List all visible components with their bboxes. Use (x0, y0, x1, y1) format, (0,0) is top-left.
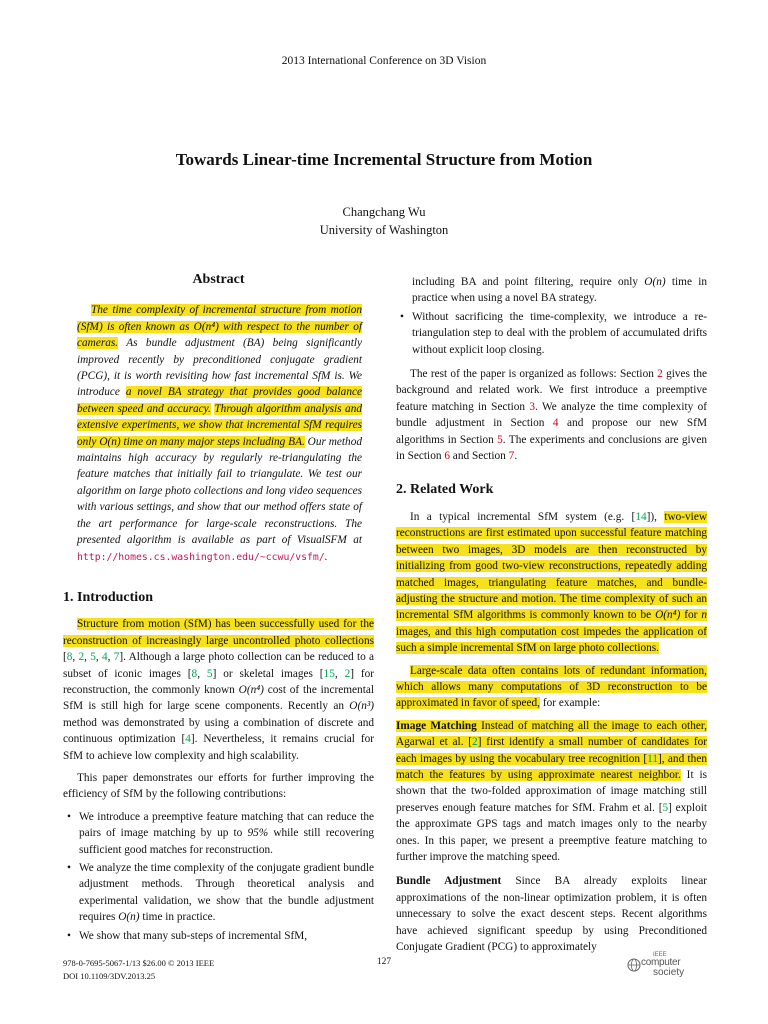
math-expression: O(n⁴) (238, 683, 264, 696)
math-expression: O(n) (644, 276, 666, 288)
contributions-list (63, 809, 374, 944)
introduction-heading: 1. Introduction (63, 589, 153, 605)
section-link[interactable]: 6 (444, 450, 450, 463)
list-item: • We analyze the time complexity of the conjugate gradient bundle adjustment methods. Through theoretical analysis and experimental validation, we show that the bundle adjustment requires O(n) time in practice. (79, 860, 374, 926)
highlight: Large-scale data often contains lots of redundant information, which allows many computations of 3D reconstruction to be approximated in favor of speed, (396, 664, 707, 710)
math-expression: n (701, 609, 707, 622)
image-matching-heading: Image Matching (396, 719, 477, 732)
citation-link[interactable]: 2 (472, 736, 478, 749)
logo-society-text: society (653, 967, 685, 978)
visualsfm-url-link[interactable]: http://homes.cs.washington.edu/~ccwu/vsfm/ (77, 551, 325, 563)
highlight: Through algorithm analysis and extensive experiments, we show that incremental SfM requires only O(n) time on many major steps including BA. (77, 402, 363, 448)
globe-icon (627, 958, 641, 972)
author-block (0, 203, 768, 239)
math-expression: O(n) (118, 911, 140, 924)
intro-paragraph-1: Structure from motion (SfM) has been successfully used for the reconstruction of increasingly large uncontrolled photo collections [8, 2, 5, 4, 7]. Although a large photo collection can be reduced to a subset of iconic images [8, 5] or skeletal images [15, 2] for reconstruction, the commonly known O(n⁴) cost of the incremental SfM is still high for large scene components. Recently an O(n³) method was demonstrated by using a combination of discrete and continuous optimization [4]. Nevertheless, it remains crucial for SfM to achieve low complexity and high scalability. (63, 618, 375, 762)
logo-computer-text: computer (641, 957, 681, 968)
paper-title: Towards Linear-time Incremental Structure from Motion (175, 150, 593, 169)
page-number: 127 (376, 957, 392, 967)
highlight: two-view reconstructions are first estimated upon successful feature matching between two images, 3D models are then reconstructed by initializing from good two-view reconstructions, repeatedly adding matched images, triangulating feature matches, and bundle-adjusting the structure and motion. The time complexity of such an incremental SfM algorithms is commonly known to be O(n⁴) for n images, and this high computation cost impedes the application of such a simple incremental SfM on large photo collections. (396, 510, 707, 655)
author-affiliation: University of Washington (319, 223, 449, 237)
footer-doi: DOI 10.1109/3DV.2013.25 (63, 971, 156, 981)
list-item: including BA and point filtering, require only O(n) time in practice when using a novel BA strategy. (412, 276, 707, 305)
citation-link[interactable]: 7 (113, 651, 120, 664)
citation-link[interactable]: 5 (90, 651, 96, 664)
citation-link[interactable]: 8 (66, 651, 73, 664)
abstract-text: The time complexity of incremental structure from motion (SfM) is often known as O(n⁴) with respect to the number of cameras. As bundle adjustment (BA) being significantly improved recently by preconditioned conjugate gradient (PCG), it is worth revisiting how fast incremental SfM is. We introduce a novel BA strategy that provides good balance between speed and accuracy. Through algorithm analysis and extensive experiments, we show that incremental SfM requires only O(n) time on many major steps including BA. Our method maintains high accuracy by regularly re-triangulating the feature matches that initially fail to triangulate. We test our algorithm on large photo collections and long video sequences with various settings, and show that our method offers state of the art performance for large-scale reconstructions. The presented algorithm is available as part of VisualSFM at http://homes.cs.washington.edu/~ccwu/vsfm/. (77, 304, 363, 563)
citation-link[interactable]: 5 (662, 801, 669, 814)
section-link[interactable]: 4 (552, 417, 559, 430)
left-column (63, 272, 374, 952)
section-link[interactable]: 5 (497, 433, 503, 446)
math-expression: 95% (247, 827, 269, 840)
list-item: • Without sacrificing the time-complexity, we introduce a re-triangulation step to deal with the problem of accumulated drifts without explicit loop closing. (412, 309, 707, 358)
math-expression: O(n³) (349, 700, 374, 713)
abstract-heading: Abstract (192, 272, 245, 287)
bundle-adjustment-paragraph: Bundle Adjustment Since BA already exploits linear approximations of the non-linear optimization problem, it is often unnecessary to solve the exact descent steps. Recent algorithms have achieved significant speedup by using Preconditioned Conjugate Gradient (PCG) to approximately (396, 875, 707, 954)
footer-isbn: 978-0-7695-5067-1/13 $26.00 © 2013 IEEE (63, 958, 215, 968)
right-column (396, 274, 707, 961)
contributions-list-cont (396, 274, 707, 358)
citation-link[interactable]: 8 (191, 667, 198, 680)
citation-link[interactable]: 4 (101, 651, 108, 664)
highlight: Structure from motion (SfM) has been successfully used for the reconstruction of increasingly large uncontrolled photo collections (63, 618, 374, 647)
related-paragraph-1: In a typical incremental SfM system (e.g. [14]), two-view reconstructions are first estimated upon successful feature matching between two images, 3D models are then reconstructed by initializing from good two-view reconstructions, repeatedly adding matched images, triangulating feature matches, and bundle-adjusting the structure and motion. The time complexity of such an incremental SfM algorithms is commonly known to be O(n⁴) for n images, and this high computation cost impedes the application of such a simple incremental SfM on large photo collections. (396, 510, 707, 655)
highlight: a novel BA strategy that provides good balance between speed and accuracy. (77, 386, 362, 415)
math-expression: O(n) (99, 435, 121, 448)
citation-link[interactable]: 11 (647, 752, 659, 765)
section-link[interactable]: 2 (657, 368, 663, 381)
citation-link[interactable]: 14 (635, 510, 647, 523)
conference-header: 2013 International Conference on 3D Vision (281, 55, 487, 67)
section-link[interactable]: 7 (508, 450, 515, 463)
logo-ieee-text: IEEE (653, 952, 667, 958)
math-expression: O(n⁴) (193, 320, 219, 333)
outline-paragraph: The rest of the paper is organized as follows: Section 2 gives the background and related work. We first introduce a preemptive feature matching in Section 3. We analyze the time complexity of bundle adjustment in Section 4 and propose our new SfM algorithms in Section 5. The experiments and conclusions are given in Section 6 and Section 7. (396, 368, 707, 463)
related-paragraph-2: Large-scale data often contains lots of redundant information, which allows many computations of 3D reconstruction to be approximated in favor of speed, for example: (396, 664, 707, 710)
citation-link[interactable]: 4 (185, 733, 191, 746)
image-matching-paragraph: Image Matching Instead of matching all the image to each other, Agarwal et al. [2] first identify a small number of candidates for each images by using the vocabulary tree recognition [11], and then match the features by using approximate nearest neighbor. It is shown that the two-folded approximation of image matching still preserves enough feature matches for SfM. Frahm et al. [5] exploit the approximate GPS tags and match images only to the nearby ones. In this paper, we present a preemptive feature matching to further improve the matching speed. (396, 719, 707, 863)
section-link[interactable]: 3 (529, 400, 536, 413)
highlight: The time complexity of incremental structure from motion (SfM) is often known as O(n⁴) with respect to the number of cameras. (77, 304, 362, 350)
author-name: Changchang Wu (342, 205, 426, 219)
math-expression: O(n⁴) (655, 609, 681, 622)
bundle-adjustment-heading: Bundle Adjustment (396, 875, 502, 888)
ieee-computer-society-logo (627, 952, 707, 980)
highlight: Image Matching Instead of matching all the image to each other, Agarwal et al. [2] first identify a small number of candidates for each images by using the vocabulary tree recognition [11], and then match the features by using approximate nearest neighbor. (396, 719, 707, 781)
citation-link[interactable]: 5 (206, 667, 213, 680)
citation-link[interactable]: 2 (344, 667, 351, 680)
intro-paragraph-2: This paper demonstrates our efforts for further improving the efficiency of SfM by the following contributions: (63, 771, 374, 801)
citation-link[interactable]: 2 (78, 651, 85, 664)
list-item: • We show that many sub-steps of incremental SfM, (79, 928, 374, 944)
citation-link[interactable]: 15 (323, 667, 335, 680)
list-item: • We introduce a preemptive feature matching that can reduce the pairs of image matching by up to 95% while still recovering sufficient good matches for reconstruction. (79, 809, 374, 858)
related-work-heading: 2. Related Work (396, 482, 494, 498)
